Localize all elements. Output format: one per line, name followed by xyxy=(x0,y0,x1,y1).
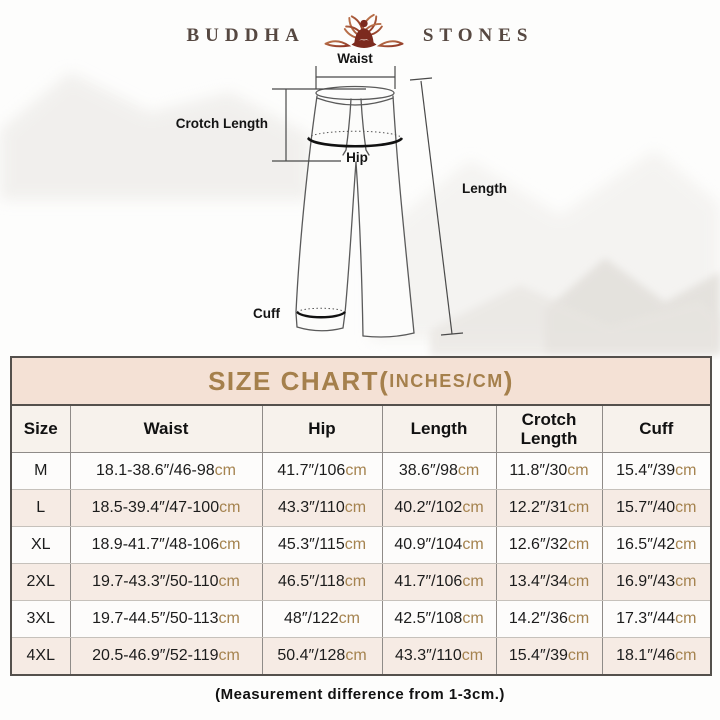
unit: cm xyxy=(345,462,367,479)
unit: cm xyxy=(567,536,590,553)
unit: cm xyxy=(344,536,367,553)
waist-value xyxy=(70,527,262,564)
hip-value xyxy=(262,453,382,490)
table-row-3xl xyxy=(12,601,710,638)
value: 12.6″/32 xyxy=(508,536,568,553)
length-value xyxy=(382,490,496,527)
brand-word-right: STONES xyxy=(422,25,534,46)
value: 15.7″/40 xyxy=(616,499,676,516)
unit: cm xyxy=(344,573,367,590)
size-label: XL xyxy=(12,527,70,564)
size-label: 4XL xyxy=(26,647,55,664)
waist-value xyxy=(70,638,262,675)
diagram-label-waist: Waist xyxy=(337,51,373,66)
hip-value xyxy=(262,638,382,675)
value: 40.2″/102 xyxy=(394,499,463,516)
unit: cm xyxy=(345,647,367,664)
hip-value xyxy=(262,564,382,601)
col-header-size: Size xyxy=(12,406,70,453)
unit: cm xyxy=(675,573,697,590)
unit: cm xyxy=(567,573,590,590)
hip-value xyxy=(262,527,382,564)
cuff-value xyxy=(602,638,710,675)
crotch-value xyxy=(496,453,602,490)
table-row-2xl xyxy=(12,564,710,601)
unit: cm xyxy=(214,462,236,479)
unit: cm xyxy=(567,647,590,664)
value: 16.5″/42 xyxy=(616,536,676,553)
brand-header xyxy=(0,10,720,62)
table-row-m xyxy=(12,453,710,490)
unit: cm xyxy=(675,610,697,627)
unit: cm xyxy=(675,499,697,516)
brand-word-left: BUDDHA xyxy=(186,25,305,46)
unit: cm xyxy=(462,610,484,627)
crotch-value xyxy=(496,490,602,527)
unit: cm xyxy=(338,610,360,627)
col-header-length: Length xyxy=(382,406,496,453)
waist-value xyxy=(70,453,262,490)
col-header-waist: Waist xyxy=(70,406,262,453)
unit: cm xyxy=(675,462,697,479)
hip-value xyxy=(262,601,382,638)
unit: cm xyxy=(462,536,484,553)
cuff-value xyxy=(602,527,710,564)
size-chart xyxy=(10,356,712,676)
unit: cm xyxy=(218,573,240,590)
unit: cm xyxy=(218,610,240,627)
unit: cm xyxy=(219,536,241,553)
unit: cm xyxy=(462,499,484,516)
unit: cm xyxy=(344,499,367,516)
value: 45.3″/115 xyxy=(277,536,345,553)
diagram-label-length: Length xyxy=(462,181,507,196)
size-label: L xyxy=(12,490,70,527)
waist-value xyxy=(70,601,262,638)
waist-value xyxy=(70,564,262,601)
unit: cm xyxy=(567,499,590,516)
value: 15.4″/39 xyxy=(616,462,676,479)
cuff-value xyxy=(602,564,710,601)
size-label: M xyxy=(12,453,70,490)
cuff-value xyxy=(602,490,710,527)
length-value xyxy=(382,601,496,638)
value: 19.7-43.3″/50-110 xyxy=(92,573,219,590)
length-value xyxy=(382,453,496,490)
value: 41.7″/106 xyxy=(277,462,346,479)
value: 18.1″/46 xyxy=(616,647,676,664)
title-main: SIZE CHART( xyxy=(208,365,390,396)
table-row-4xl xyxy=(12,638,710,675)
title-units: INCHES/CM xyxy=(389,370,504,391)
unit: cm xyxy=(218,647,240,664)
table-row-xl xyxy=(12,527,710,564)
value: 38.6″/98 xyxy=(398,462,458,479)
value: 43.3″/110 xyxy=(394,647,462,664)
length-value xyxy=(382,638,496,675)
title-close: ) xyxy=(503,365,514,396)
col-header-cuff: Cuff xyxy=(602,406,710,453)
value: 14.2″/36 xyxy=(508,610,568,627)
value: 13.4″/34 xyxy=(508,573,568,590)
unit: cm xyxy=(457,462,480,479)
unit: cm xyxy=(219,499,241,516)
cuff-value xyxy=(602,453,710,490)
cuff-value xyxy=(602,601,710,638)
value: 41.7″/106 xyxy=(394,573,463,590)
unit: cm xyxy=(462,573,484,590)
value: 19.7-44.5″/50-113 xyxy=(92,610,219,627)
table-row-l xyxy=(12,490,710,527)
unit: cm xyxy=(567,462,589,479)
value: 11.8″/30 xyxy=(509,462,568,479)
crotch-value xyxy=(496,527,602,564)
lotus-meditation-icon xyxy=(321,10,407,62)
size-table xyxy=(12,406,710,674)
diagram-label-crotch-length: Crotch Length xyxy=(175,116,268,131)
size-label: 2XL xyxy=(12,564,70,601)
value: 42.5″/108 xyxy=(394,610,463,627)
unit: cm xyxy=(675,536,697,553)
value: 18.5-39.4″/47-100 xyxy=(91,499,220,516)
value: 12.2″/31 xyxy=(508,499,568,516)
length-value xyxy=(382,564,496,601)
value: 18.1-38.6″/46-98 xyxy=(96,462,215,479)
size-chart-title xyxy=(12,358,710,406)
unit: cm xyxy=(567,610,590,627)
crotch-value xyxy=(496,638,602,675)
value: 18.9-41.7″/48-106 xyxy=(91,536,220,553)
value: 48″/122 xyxy=(284,610,339,627)
pants-measurement-diagram xyxy=(0,50,720,350)
measurement-note: (Measurement difference from 1-3cm.) xyxy=(215,686,505,703)
unit: cm xyxy=(461,647,484,664)
hip-value xyxy=(262,490,382,527)
unit: cm xyxy=(675,647,697,664)
length-value xyxy=(382,527,496,564)
value: 20.5-46.9″/52-119 xyxy=(92,647,219,664)
col-header-crotch-length: Crotch Length xyxy=(496,406,602,453)
waist-value xyxy=(70,490,262,527)
value: 17.3″/44 xyxy=(616,610,676,627)
table-header-row xyxy=(12,406,710,453)
size-label: 3XL xyxy=(12,601,70,638)
value: 15.4″/39 xyxy=(508,647,568,664)
crotch-value xyxy=(496,564,602,601)
col-header-hip: Hip xyxy=(262,406,382,453)
diagram-label-cuff: Cuff xyxy=(253,306,280,321)
value: 16.9″/43 xyxy=(616,573,676,590)
value: 50.4″/128 xyxy=(277,647,346,664)
crotch-value xyxy=(496,601,602,638)
value: 46.5″/118 xyxy=(277,573,345,590)
diagram-label-hip: Hip xyxy=(346,150,368,165)
value: 43.3″/110 xyxy=(277,499,345,516)
value: 40.9″/104 xyxy=(394,536,463,553)
